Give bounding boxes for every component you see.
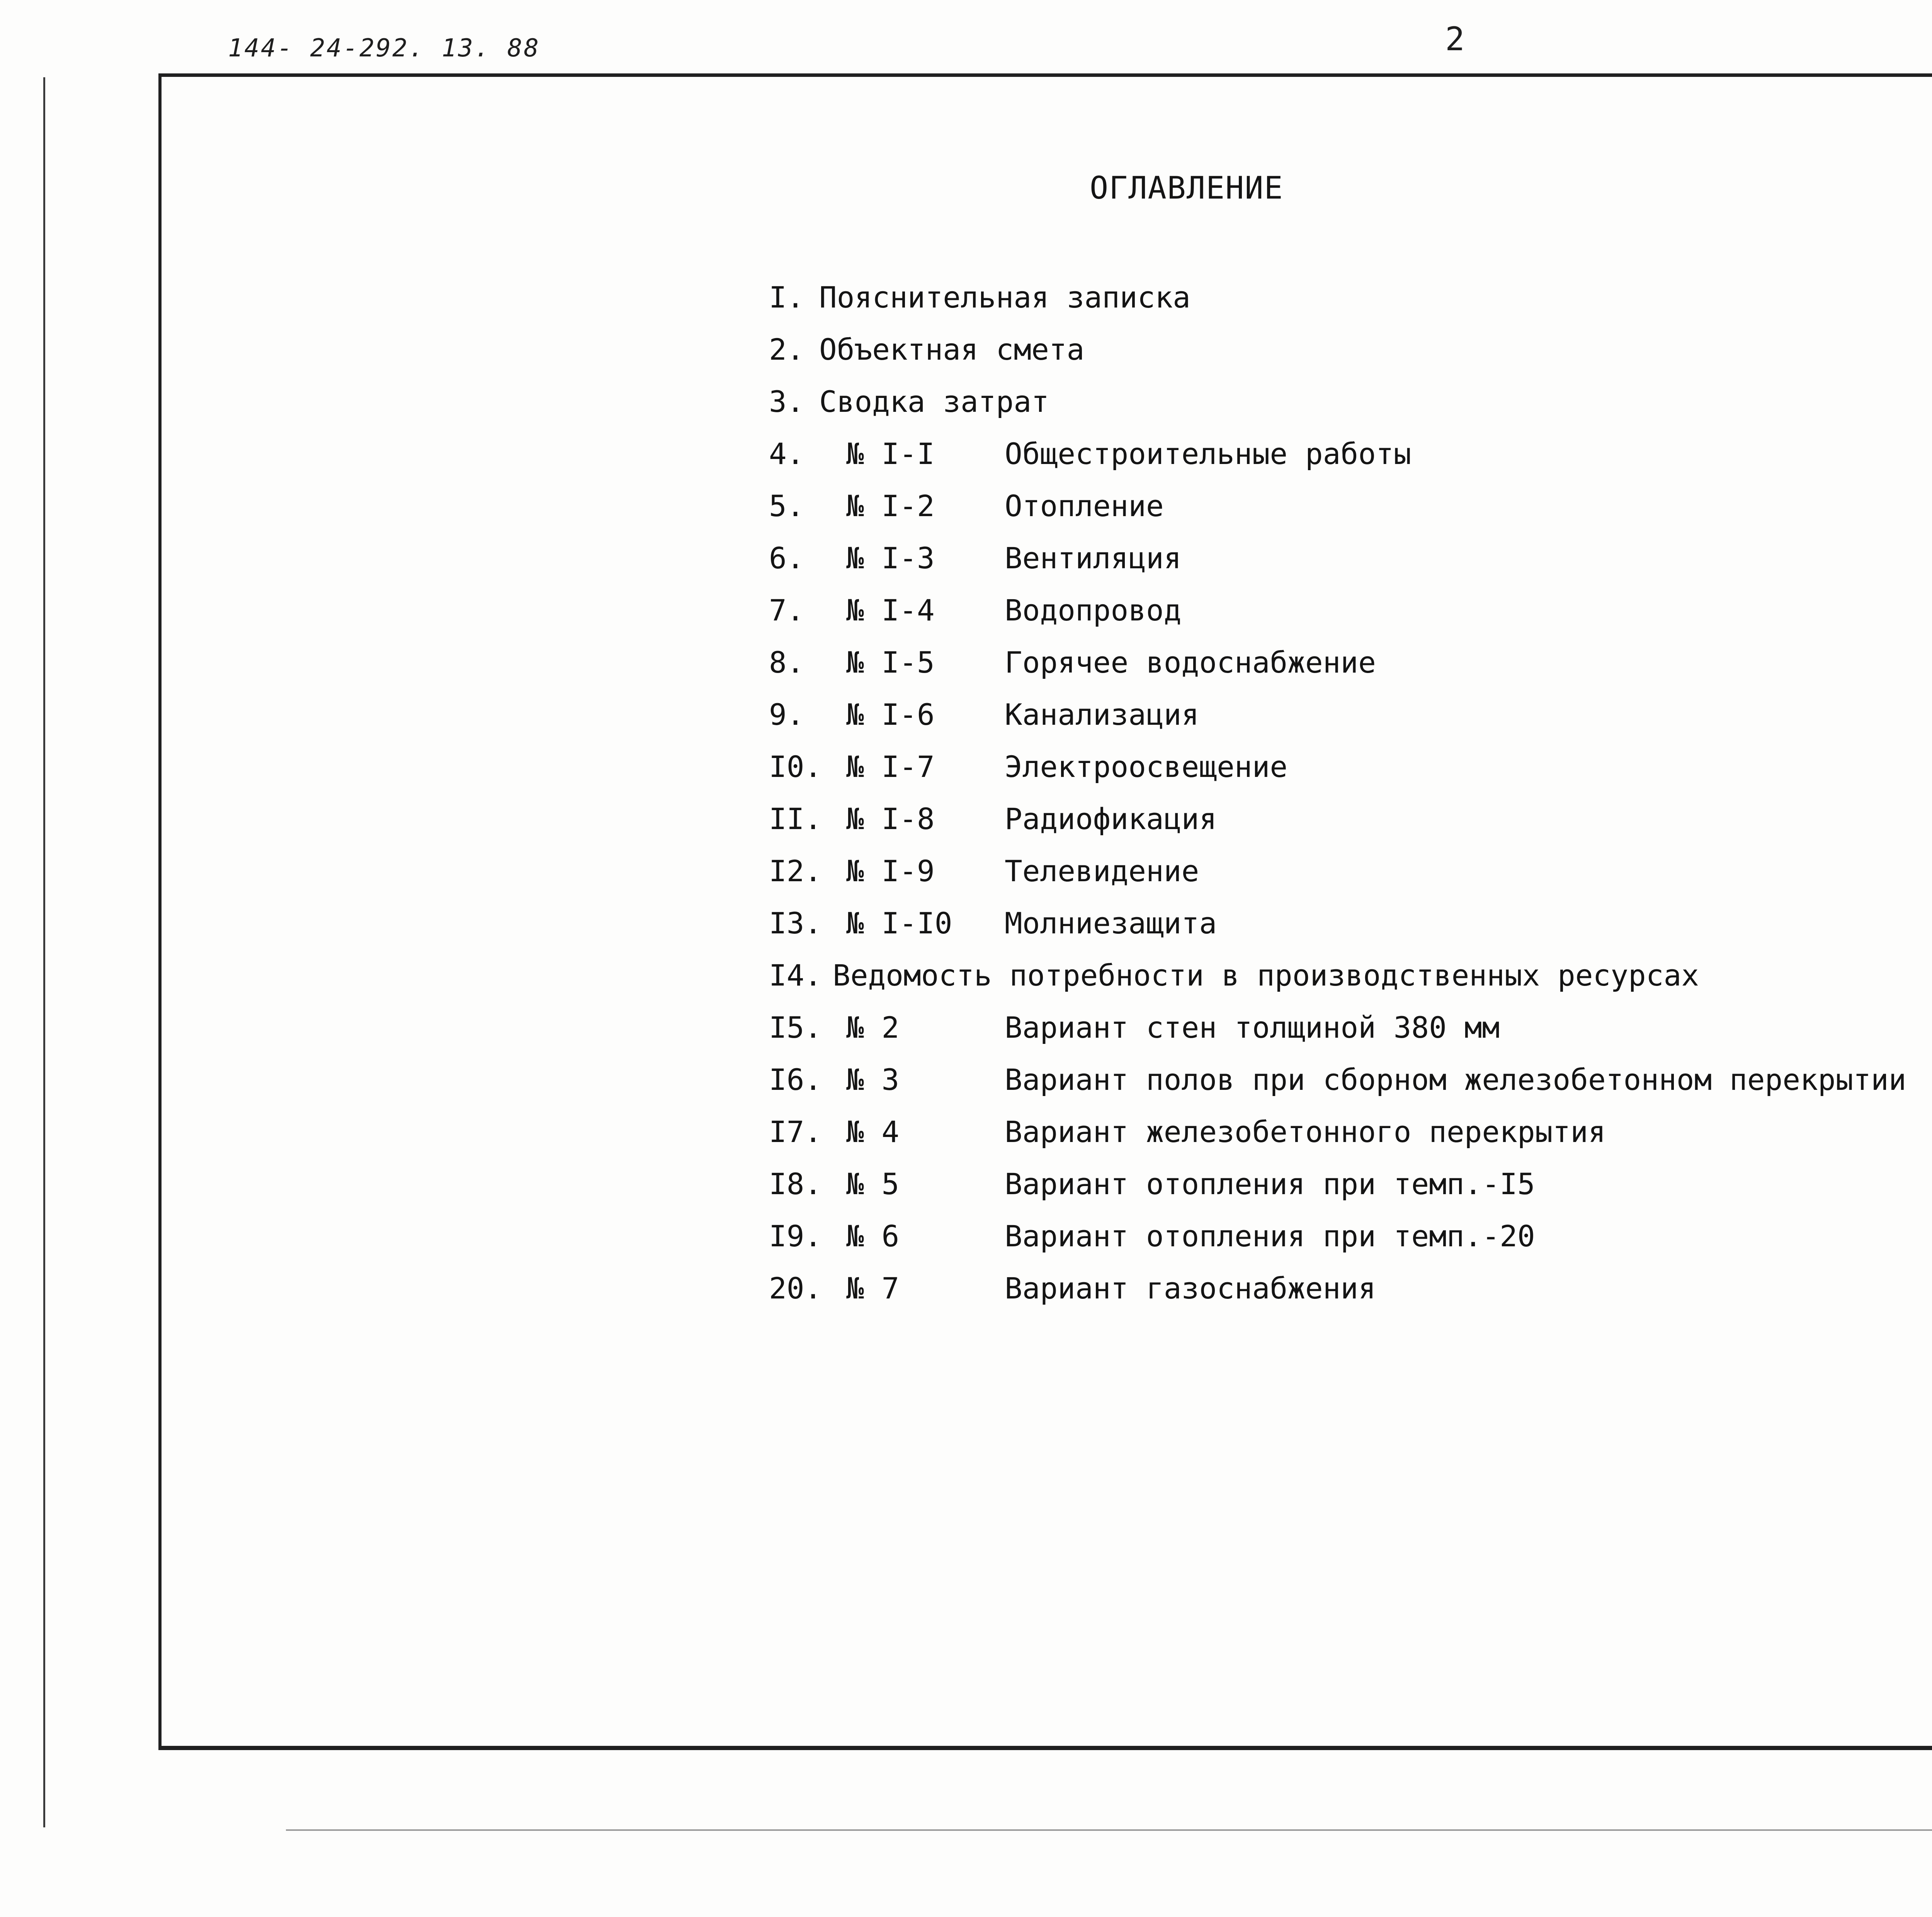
toc-row-code: № I-7 xyxy=(846,749,935,784)
toc-row-description: Канализация xyxy=(1005,697,1199,732)
toc-row-number: I. xyxy=(769,280,804,314)
toc-row-description: Горячее водоснабжение xyxy=(1005,645,1376,680)
toc-row-code: № 2 xyxy=(846,1010,900,1045)
page-number: 2 xyxy=(1445,20,1466,58)
toc-row-code: № I-4 xyxy=(846,593,935,627)
toc-row-description: Вариант газоснабжения xyxy=(1005,1271,1376,1305)
toc-row-code: № I-9 xyxy=(846,854,935,888)
toc-row-number: I7. xyxy=(769,1115,822,1149)
toc-row-description: Вариант отопления при темп.-I5 xyxy=(1005,1167,1535,1201)
toc-row-description: Электроосвещение xyxy=(1005,749,1288,784)
toc-row-number: I3. xyxy=(769,906,822,940)
toc-row-number: 3. xyxy=(769,384,804,419)
toc-row-description: Водопровод xyxy=(1005,593,1182,627)
toc-row-text: Сводка затрат xyxy=(819,384,1049,419)
toc-row-code: № I-8 xyxy=(846,802,935,836)
toc-row-number: I2. xyxy=(769,854,822,888)
toc-row-code: № I-I xyxy=(846,437,935,471)
toc-row-text: Пояснительная записка xyxy=(819,280,1190,314)
toc-row-number: 5. xyxy=(769,489,804,523)
toc-row-description: Вариант отопления при темп.-20 xyxy=(1005,1219,1535,1253)
document-code: 144- 24-292. 13. 88 xyxy=(228,34,541,63)
toc-row-number: II. xyxy=(769,802,822,836)
toc-row-number: 8. xyxy=(769,645,804,680)
toc-row-code: № 3 xyxy=(846,1062,900,1097)
toc-row-description: Общестроительные работы xyxy=(1005,437,1412,471)
toc-row-code: № I-I0 xyxy=(846,906,952,940)
toc-row-code: № 4 xyxy=(846,1115,900,1149)
left-edge-line xyxy=(43,77,45,1827)
toc-row-description: Вентиляция xyxy=(1005,541,1182,575)
toc-row-number: 6. xyxy=(769,541,804,575)
bottom-edge-line xyxy=(286,1829,1932,1831)
toc-row-description: Вариант железобетонного перекрытия xyxy=(1005,1115,1606,1149)
toc-row-number: I6. xyxy=(769,1062,822,1097)
toc-title: ОГЛАВЛЕНИЕ xyxy=(1090,170,1284,206)
toc-row-description: Молниезащита xyxy=(1005,906,1217,940)
toc-row-number: I9. xyxy=(769,1219,822,1253)
toc-row-number: I0. xyxy=(769,749,822,784)
toc-row-description: Вариант полов при сборном железобетонном перекрытии xyxy=(1005,1062,1906,1097)
toc-row-code: № I-3 xyxy=(846,541,935,575)
toc-row-number: 20. xyxy=(769,1271,822,1305)
toc-row-code: № I-5 xyxy=(846,645,935,680)
toc-row-description: Радиофикация xyxy=(1005,802,1217,836)
toc-row-text: Ведомость потребности в производственных ресурсах xyxy=(833,958,1699,992)
toc-row-number: 4. xyxy=(769,437,804,471)
toc-row-text: Объектная смета xyxy=(819,332,1085,367)
toc-row-code: № I-6 xyxy=(846,697,935,732)
toc-row-number: I5. xyxy=(769,1010,822,1045)
toc-row-number: I8. xyxy=(769,1167,822,1201)
toc-row-description: Телевидение xyxy=(1005,854,1199,888)
toc-row-code: № 6 xyxy=(846,1219,900,1253)
toc-row-description: Отопление xyxy=(1005,489,1164,523)
toc-row-code: № 5 xyxy=(846,1167,900,1201)
toc-row-code: № I-2 xyxy=(846,489,935,523)
toc-row-number: 7. xyxy=(769,593,804,627)
toc-row-code: № 7 xyxy=(846,1271,900,1305)
toc-row-number: 2. xyxy=(769,332,804,367)
toc-row-number: 9. xyxy=(769,697,804,732)
toc-row-description: Вариант стен толщиной 380 мм xyxy=(1005,1010,1500,1045)
toc-row-number: I4. xyxy=(769,958,822,992)
